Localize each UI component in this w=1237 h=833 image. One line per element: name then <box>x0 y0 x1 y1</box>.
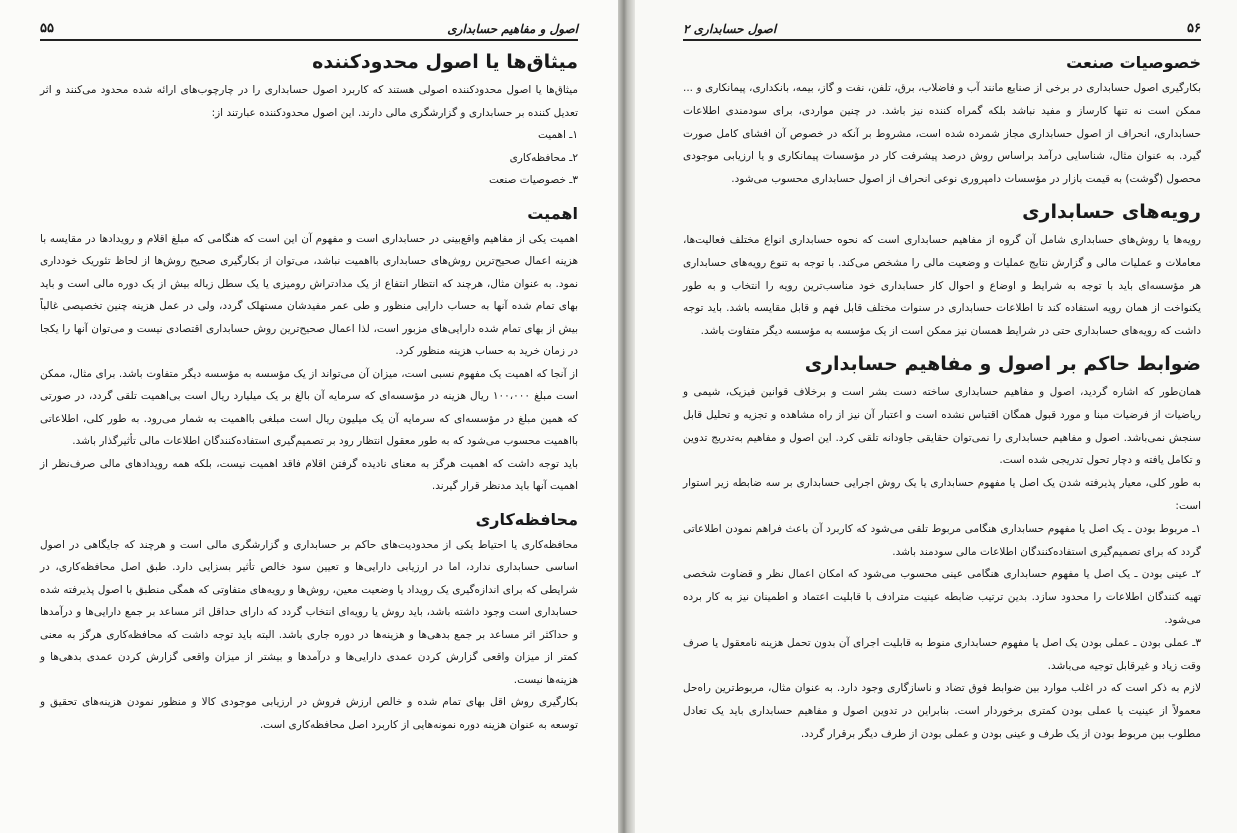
page-header <box>683 14 1201 41</box>
page-number: ۵۵ <box>40 21 54 36</box>
criterion-item: ۳ـ عملی بودن ـ عملی بودن یک اصل یا مفهوم حسابداری منوط به قابلیت اجرای آن بدون تحمل هزینه نامعقول یا صرف وقت زیاد و غیرقابل توجیه می‌باشد. <box>683 636 1201 672</box>
section-heading: محافظه‌کاری <box>475 509 578 529</box>
paragraph: به طور کلی، معیار پذیرفته شدن یک اصل یا مفهوم حسابداری یا یک روش اجرایی حسابداری بر سه ضابطه زیر استوار است: <box>683 477 1201 512</box>
paragraph: رویه‌ها یا روش‌های حسابداری شامل آن گروه از مفاهیم حسابداری است که نحوه حسابداری انواع مختلف فعالیت‌ها، معاملات و عملیات مالی و گزارش نتایج عملیات و وضعیت مالی را مشخص می‌کند. با توجه به تنوع رویه‌های حسابداری هر مؤسسه‌ای باید با توجه به شرایط و اوضاع و احوال کار حسابداری خود مناسب‌ترین رویه را انتخاب و به طور یکنواخت از همان رویه استفاده کند تا اطلاعات حسابداری در سنوات مختلف قابل فهم و قابل مقایسه باشد. باید توجه داشت که رویه‌های حسابداری حتی در شرایط همسان نیز ممکن است از یک مؤسسه به مؤسسه دیگر متفاوت باشد. <box>683 233 1201 338</box>
paragraph: بکارگیری اصول حسابداری در برخی از صنایع مانند آب و فاضلاب، برق، تلفن، نفت و گاز، بیمه، بانکداری، پیمانکاری و ... ممکن است نه تنها کارساز و مفید نباشد بلکه گمراه کننده نیز باشد. در چنین مواردی، برای سودمندی اطلاعات حسابداری، انحراف از اصول حسابداری مجاز شمرده شده است، مشروط بر آنکه در خصوص آن افشای کامل صورت گیرد. به عنوان مثال، شناسایی درآمد براساس روش درصد پیشرفت کار در مؤسسات پیمانکاری و یا ارزیابی موجودی محصول (گوشت) به قیمت بازار در مؤسسات دامپروری نوعی انحراف از اصول حسابداری محسوب می‌شود. <box>683 82 1201 186</box>
paragraph: محافظه‌کاری یا احتیاط یکی از محدودیت‌های حاکم بر حسابداری و گزارشگری مالی است و هرچند که جایگاهی در اصول اساسی حسابداری ندارد، اما در ارزیابی دارایی‌ها و تعیین سود خالص تأثیر بسزایی دارد. طبق اصل محافظه‌کاری، در شرایطی که برای اندازه‌گیری یک رویداد یا وضعیت معین، روش‌ها و رویه‌های متفاوتی که همگی منطبق با اصول پذیرفته شده حسابداری است وجود داشته باشد، باید روش یا رویه‌ای انتخاب گردد که دارای حداقل اثر مساعد بر جمع دارایی‌ها و درآمدها و حداکثر اثر مساعد بر جمع بدهی‌ها و هزینه‌ها در دوره جاری باشد. البته باید توجه داشت که محافظه‌کاری هرگز به معنی کمتر از میزان واقعی گزارش کردن عمدی دارایی‌ها و درآمدها و بیشتر از میزان واقعی گزارش کردن عمدی بدهی‌ها و هزینه‌ها نیست. <box>40 538 578 686</box>
running-head: اصول حسابداری ۲ <box>683 22 777 36</box>
paragraph: میثاق‌ها یا اصول محدودکننده اصولی هستند که کاربرد اصول حسابداری را در چارچوب‌های ارائه شده محدود می‌کنند و اثر تعدیل کننده بر حسابداری و گزارشگری مالی دارند. این اصول محدودکننده عبارتند از: <box>40 84 578 119</box>
paragraph: لازم به ذکر است که در اغلب موارد بین ضوابط فوق تضاد و ناسازگاری وجود دارد. به عنوان مثال، مربوط‌ترین راه‌حل معمولاً از عینیت یا عملی بودن کمتری برخوردار است. بنابراین در تدوین اصول و مفاهیم حسابداری باید یک تعادل مطلوب بین مربوط بودن از یک طرف و عینی بودن و عملی بودن از طرف دیگر برقرار گردد. <box>683 682 1201 740</box>
paragraph: همان‌طور که اشاره گردید، اصول و مفاهیم حسابداری ساخته دست بشر است و برخلاف قوانین فیزیک، شیمی و ریاضیات از فرضیات مبنا و مورد قبول همگان اقتباس نشده است و اعتبار آن نیز از راه مشاهده و تجزیه و تحلیل قابل سنجش نمی‌باشد. اصول و مفاهیم حسابداری را نمی‌توان حقایقی جاودانه تلقی کرد. این اصول و مفاهیم به‌تدریج تدوین و تکامل یافته و دچار تحول تدریجی شده است. <box>683 385 1201 467</box>
book-gutter <box>618 0 635 833</box>
right-page <box>635 0 1237 833</box>
running-head: اصول و مفاهیم حسابداری <box>447 22 578 36</box>
criterion-item: ۲ـ عینی بودن ـ یک اصل یا مفهوم حسابداری هنگامی عینی محسوب می‌شود که امکان اعمال نظر و قضاوت شخصی تهیه کنندگان اطلاعات را محدود سازد. بدین ترتیب ضابطه عینیت مترادف با قابلیت اعتماد و اطمینان نیز به کار برده می‌شود. <box>683 568 1201 626</box>
list-item: ۳ـ خصوصیات صنعت <box>488 174 578 186</box>
page-header <box>40 14 578 41</box>
list-item: ۲ـ محافظه‌کاری <box>509 151 578 164</box>
page-content <box>683 53 1201 746</box>
section-heading: خصوصیات صنعت <box>1066 53 1201 72</box>
paragraph: بکارگیری روش اقل بهای تمام شده و خالص ارزش فروش در ارزیابی موجودی کالا و منظور نمودن هزینه‌های تحقیق و توسعه به عنوان هزینه دوره نمونه‌هایی از کاربرد اصل محافظه‌کاری است. <box>40 696 578 731</box>
section-heading: رویه‌های حسابداری <box>1022 200 1201 223</box>
section-heading: ضوابط حاکم بر اصول و مفاهیم حسابداری <box>804 352 1201 375</box>
page-number: ۵۶ <box>1187 21 1201 36</box>
page-content <box>40 51 578 736</box>
list-item: ۱ـ اهمیت <box>537 129 578 141</box>
section-heading: اهمیت <box>527 203 578 223</box>
criterion-item: ۱ـ مربوط بودن ـ یک اصل یا مفهوم حسابداری هنگامی مربوط تلقی می‌شود که کاربرد آن باعث فراهم نمودن اطلاعاتی گردد که برای تصمیم‌گیری استفاده‌کنندگان اطلاعات مالی سودمند باشد. <box>683 522 1201 558</box>
chapter-title: میثاق‌ها یا اصول محدودکننده <box>312 51 578 73</box>
paragraph: از آنجا که اهمیت یک مفهوم نسبی است، میزان آن می‌تواند از یک مؤسسه به مؤسسه دیگر متفاوت باشد. برای مثال، ممکن است مبلغ ۱۰۰،۰۰۰ ریال هزینه در مؤسسه‌ای که سرمایه آن بالغ بر یک میلیارد ریال است بی‌اهمیت تلقی گردد، در صورتی که همین مبلغ در مؤسسه‌ای که سرمایه آن یک میلیون ریال است مبلغی بااهمیت به شمار می‌رود. به طور کلی، اطلاعاتی بااهمیت محسوب می‌شود که به طور معقول انتظار رود بر تصمیم‌گیری استفاده‌کنندگان اطلاعات مالی تأثیرگذار باشد. <box>40 367 578 447</box>
paragraph: باید توجه داشت که اهمیت هرگز به معنای نادیده گرفتن اقلام فاقد اهمیت نیست، بلکه همه رویدادهای مالی صرف‌نظر از اهمیت آنها باید مدنظر قرار گیرند. <box>40 457 578 492</box>
left-page <box>0 0 618 833</box>
paragraph: اهمیت یکی از مفاهیم واقع‌بینی در حسابداری است و مفهوم آن این است که هنگامی که مبلغ اقلام و رویدادها در مقایسه با هزینه اعمال صحیح‌ترین روش‌های حسابداری بااهمیت نباشد، می‌توان از بکارگیری صحیح روش‌ها از لحاظ تئوریک خودداری نمود. به عنوان مثال، هرچند که انتظار انتفاع از یک مداد‌تراش رومیزی یا یک سطل زباله بیش از یک دوره مالی است و باید بهای تمام شده آنها به حساب دارایی منظور و طی عمر مفیدشان مستهلک گردد، ولی در عمل هزینه چنین تخصیصی غالباً بیش از بهای تمام شده دارایی‌های مزبور است، لذا اعمال صحیح‌ترین روش حسابداری اقتصادی نیست و می‌توان آنها را یکجا در زمان خرید به حساب هزینه منظور کرد. <box>40 232 578 357</box>
